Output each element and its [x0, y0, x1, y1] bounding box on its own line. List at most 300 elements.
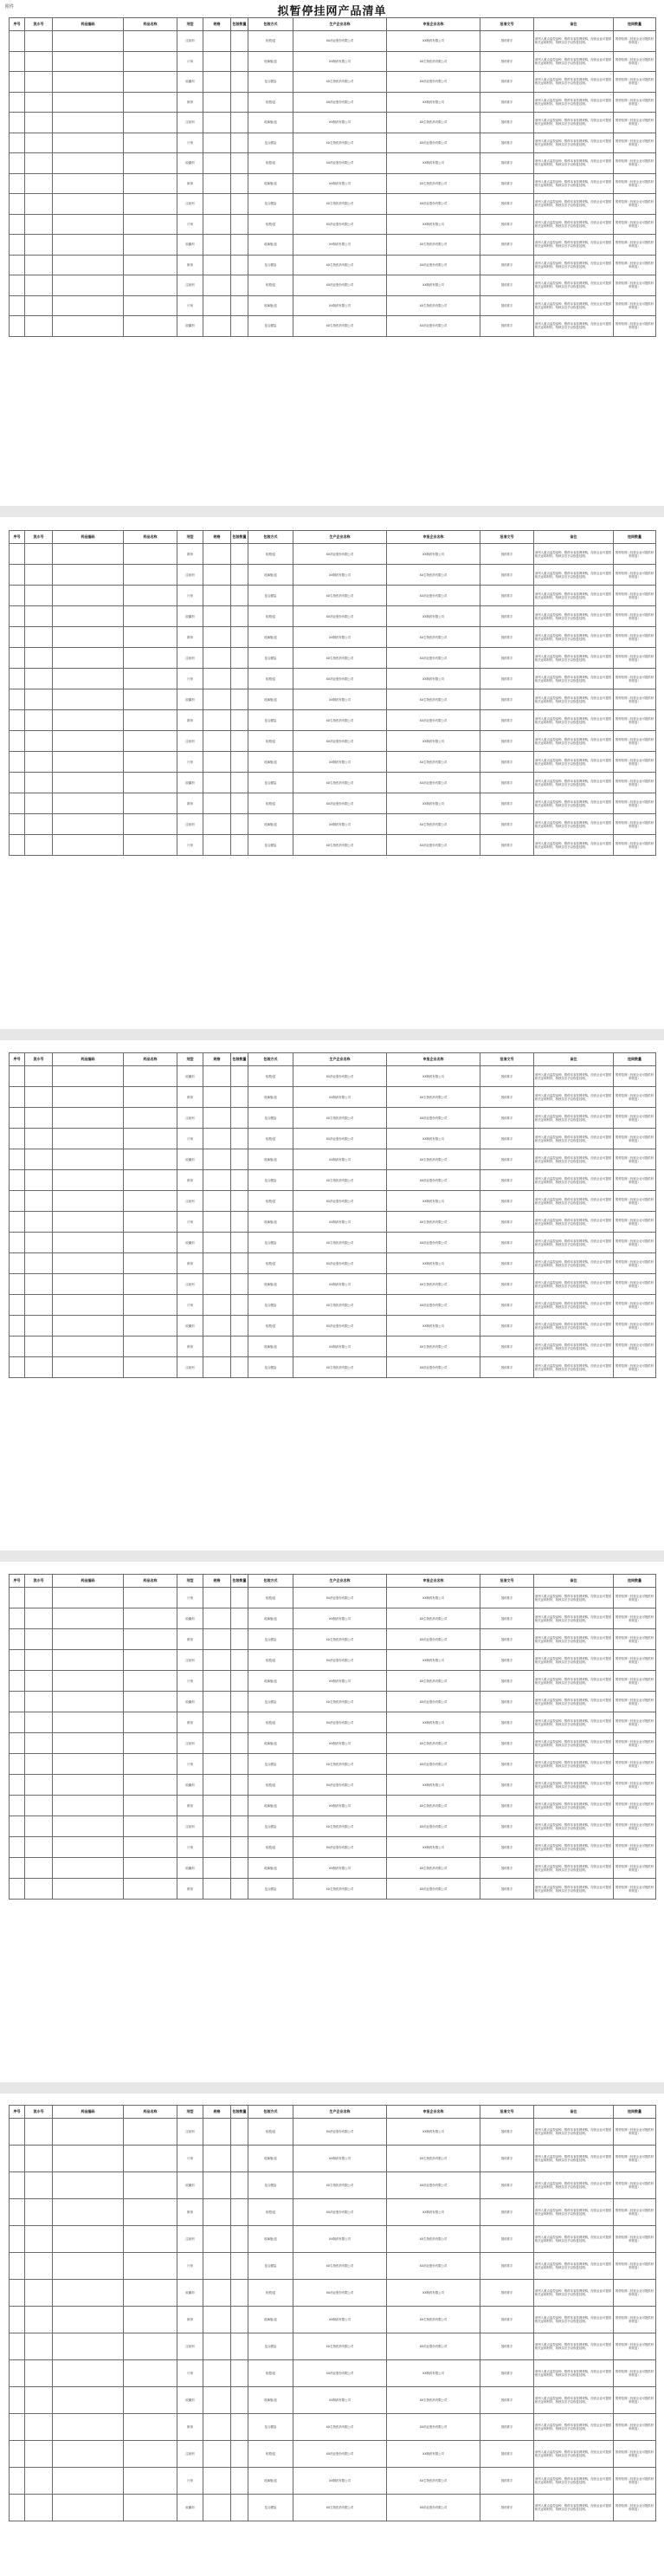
table-cell: 暂停挂网（经营企业可提供材料恢复） [614, 1129, 656, 1149]
table-cell: 国药准字 [480, 627, 534, 648]
table-cell: XX生物医药有限公司 [387, 565, 480, 586]
table-cell: XX药业股份有限公司 [387, 1754, 480, 1775]
table-cell [231, 2146, 248, 2172]
table-cell [10, 1108, 25, 1129]
table-cell [231, 133, 248, 153]
table-cell: 注射剂 [177, 2441, 203, 2468]
table-cell [53, 1316, 124, 1337]
table-cell: 被列入重点监控品种、暂停本省挂网采购，经营企业可提供相关证明材料，待核实后予以恢复挂网。 [534, 1108, 614, 1129]
table-cell: XX制药有限公司 [293, 1337, 387, 1357]
table-cell [231, 173, 248, 194]
table-cell [53, 2307, 124, 2333]
table-cell: 国药准字 [480, 669, 534, 689]
table-cell: 复合膜袋 [248, 2495, 293, 2521]
column-header: 药品名称 [124, 1575, 177, 1588]
table-cell [25, 31, 53, 52]
table-cell: 复合膜袋 [248, 255, 293, 275]
table-cell [124, 627, 177, 648]
table-cell: XX药业股份有限公司 [293, 1837, 387, 1858]
table-cell: XX药业股份有限公司 [293, 31, 387, 52]
column-header: 药品名称 [124, 18, 177, 31]
table-cell: 玻璃瓶/盒 [248, 814, 293, 835]
table-cell [203, 2253, 231, 2280]
table-cell [10, 2468, 25, 2495]
table-row [10, 752, 656, 773]
table-cell: 注射剂 [177, 1733, 203, 1754]
table-cell: 暂停挂网（经营企业可提供材料恢复） [614, 1733, 656, 1754]
table-cell: 被列入重点监控品种、暂停本省挂网采购，经营企业可提供相关证明材料，待核实后予以恢复挂网。 [534, 793, 614, 814]
table-cell [124, 1671, 177, 1692]
column-header: 包装数量 [231, 18, 248, 31]
table-cell: 暂停挂网（经营企业可提供材料恢复） [614, 31, 656, 52]
table-cell [25, 1316, 53, 1337]
table-cell [203, 72, 231, 93]
table-cell [124, 1295, 177, 1316]
table-cell [25, 2199, 53, 2226]
table-cell: 复合膜袋 [248, 1170, 293, 1191]
table-cell: 被列入重点监控品种、暂停本省挂网采购，经营企业可提供相关证明材料，待核实后予以恢复挂网。 [534, 92, 614, 113]
table-cell [231, 606, 248, 627]
table-cell: XX制药有限公司 [387, 669, 480, 689]
column-header: 规格 [203, 1575, 231, 1588]
table-cell [53, 1337, 124, 1357]
table-cell [25, 1692, 53, 1712]
table-row [10, 153, 656, 174]
table-cell: 注射剂 [177, 275, 203, 296]
column-header: 申报企业名称 [387, 531, 480, 544]
table-cell [231, 1149, 248, 1170]
table-cell: XX药业股份有限公司 [293, 731, 387, 752]
table-cell [124, 235, 177, 256]
table-cell: XX制药有限公司 [387, 1712, 480, 1733]
table-cell: 胶囊剂 [177, 606, 203, 627]
table-cell [124, 1357, 177, 1378]
table-cell [10, 1212, 25, 1233]
table-cell: XX药业股份有限公司 [293, 153, 387, 174]
table-cell [231, 1295, 248, 1316]
table-cell: 被列入重点监控品种、暂停本省挂网采购，经营企业可提供相关证明材料，待核实后予以恢复挂网。 [534, 2280, 614, 2307]
table-cell [203, 1274, 231, 1295]
table-cell: XX药业股份有限公司 [293, 1650, 387, 1671]
table-cell [10, 2414, 25, 2441]
table-cell: 被列入重点监控品种、暂停本省挂网采购，经营企业可提供相关证明材料，待核实后予以恢复挂网。 [534, 710, 614, 731]
table-cell: XX药业股份有限公司 [387, 133, 480, 153]
table-cell: XX制药有限公司 [293, 1858, 387, 1879]
table-cell: 国药准字 [480, 2387, 534, 2414]
table-cell [124, 113, 177, 133]
table-cell [25, 1858, 53, 1879]
table-cell [25, 1712, 53, 1733]
table-cell [124, 586, 177, 606]
table-cell [25, 113, 53, 133]
column-header: 药品编码 [53, 531, 124, 544]
column-header: 挂网数量 [614, 531, 656, 544]
header-row [10, 18, 656, 31]
table-cell [53, 2387, 124, 2414]
table-cell: 被列入重点监控品种、暂停本省挂网采购，经营企业可提供相关证明材料，待核实后予以恢复挂网。 [534, 2119, 614, 2146]
table-cell: 暂停挂网（经营企业可提供材料恢复） [614, 793, 656, 814]
table-cell: XX生物医药有限公司 [387, 2226, 480, 2253]
table-cell [25, 1775, 53, 1796]
table-cell [10, 2360, 25, 2387]
table-cell: 被列入重点监控品种、暂停本省挂网采购，经营企业可提供相关证明材料，待核实后予以恢复挂网。 [534, 275, 614, 296]
table-cell: XX生物医药有限公司 [293, 2172, 387, 2199]
table-cell: XX生物医药有限公司 [293, 1629, 387, 1650]
table-cell [10, 2333, 25, 2360]
table-cell: 铝塑/盒 [248, 1588, 293, 1608]
table-cell [203, 544, 231, 565]
table-row [10, 1650, 656, 1671]
table-cell: XX药业股份有限公司 [293, 92, 387, 113]
column-header: 流水号 [25, 1575, 53, 1588]
table-cell: 国药准字 [480, 565, 534, 586]
table-cell: XX制药有限公司 [293, 1149, 387, 1170]
table-cell [53, 1588, 124, 1608]
column-header: 生产企业名称 [293, 18, 387, 31]
table-cell [203, 1191, 231, 1212]
table-cell: XX生物医药有限公司 [293, 194, 387, 215]
table-cell [10, 235, 25, 256]
table-cell: 铝塑/盒 [248, 1837, 293, 1858]
table-cell: XX制药有限公司 [387, 1253, 480, 1274]
table-cell: 国药准字 [480, 731, 534, 752]
table-cell [203, 1295, 231, 1316]
table-cell: 暂停挂网（经营企业可提供材料恢复） [614, 1858, 656, 1879]
table-cell [25, 2280, 53, 2307]
table-cell [124, 606, 177, 627]
column-header: 剂型 [177, 531, 203, 544]
table-row [10, 793, 656, 814]
table-cell [10, 153, 25, 174]
table-cell [124, 2119, 177, 2146]
table-cell [231, 669, 248, 689]
table-cell: 国药准字 [480, 173, 534, 194]
table-cell [25, 627, 53, 648]
table-cell: 散剂 [177, 1712, 203, 1733]
table-cell: XX生物医药有限公司 [293, 1170, 387, 1191]
table-cell [231, 2199, 248, 2226]
column-header: 包装数量 [231, 1053, 248, 1066]
table-cell [53, 1650, 124, 1671]
table-cell [124, 275, 177, 296]
table-cell: 暂停挂网（经营企业可提供材料恢复） [614, 2441, 656, 2468]
table-cell [124, 814, 177, 835]
table-cell: XX生物医药有限公司 [387, 2468, 480, 2495]
table-cell: 暂停挂网（经营企业可提供材料恢复） [614, 2387, 656, 2414]
table-cell: 玻璃瓶/盒 [248, 689, 293, 710]
table-cell [124, 2307, 177, 2333]
table-cell: 暂停挂网（经营企业可提供材料恢复） [614, 113, 656, 133]
table-cell [53, 1629, 124, 1650]
table-cell [53, 1796, 124, 1816]
table-row [10, 2119, 656, 2146]
table-cell: XX生物医药有限公司 [387, 173, 480, 194]
table-cell [25, 2468, 53, 2495]
table-cell: 铝塑/盒 [248, 669, 293, 689]
table-row [10, 710, 656, 731]
table-cell: 被列入重点监控品种、暂停本省挂网采购，经营企业可提供相关证明材料，待核实后予以恢复挂网。 [534, 1274, 614, 1295]
table-cell: 复合膜袋 [248, 773, 293, 793]
table-cell [10, 2226, 25, 2253]
table-cell: XX药业股份有限公司 [293, 2360, 387, 2387]
table-cell: 玻璃瓶/盒 [248, 1212, 293, 1233]
table-cell [10, 316, 25, 337]
table-cell: 胶囊剂 [177, 1775, 203, 1796]
table-cell: 片剂 [177, 1212, 203, 1233]
table-cell: XX药业股份有限公司 [387, 72, 480, 93]
table-cell: 铝塑/盒 [248, 2280, 293, 2307]
table-cell [25, 173, 53, 194]
table-row [10, 133, 656, 153]
table-cell [124, 1233, 177, 1253]
table-cell [25, 689, 53, 710]
table-cell: XX制药有限公司 [293, 295, 387, 316]
table-cell [10, 51, 25, 72]
table-cell: XX制药有限公司 [387, 2280, 480, 2307]
table-cell: 国药准字 [480, 214, 534, 235]
table-cell: XX生物医药有限公司 [387, 1212, 480, 1233]
table-cell: 玻璃瓶/盒 [248, 2387, 293, 2414]
table-cell [231, 1754, 248, 1775]
table-cell [25, 2226, 53, 2253]
table-cell: XX生物医药有限公司 [293, 648, 387, 669]
table-cell [124, 2387, 177, 2414]
table-cell: 被列入重点监控品种、暂停本省挂网采购，经营企业可提供相关证明材料，待核实后予以恢复挂网。 [534, 1588, 614, 1608]
table-cell: 被列入重点监控品种、暂停本省挂网采购，经营企业可提供相关证明材料，待核实后予以恢复挂网。 [534, 689, 614, 710]
table-cell: XX药业股份有限公司 [387, 255, 480, 275]
table-cell: 被列入重点监控品种、暂停本省挂网采购，经营企业可提供相关证明材料，待核实后予以恢复挂网。 [534, 1692, 614, 1712]
table-cell: 被列入重点监控品种、暂停本省挂网采购，经营企业可提供相关证明材料，待核实后予以恢复挂网。 [534, 1775, 614, 1796]
table-cell: 被列入重点监控品种、暂停本省挂网采购，经营企业可提供相关证明材料，待核实后予以恢复挂网。 [534, 586, 614, 606]
table-cell [203, 731, 231, 752]
table-cell: 复合膜袋 [248, 586, 293, 606]
table-cell [203, 1816, 231, 1837]
table-cell [53, 1879, 124, 1900]
table-cell [203, 1337, 231, 1357]
table-row [10, 1588, 656, 1608]
table-cell: 国药准字 [480, 1754, 534, 1775]
table-cell [25, 565, 53, 586]
table-cell [203, 648, 231, 669]
table-cell [231, 1170, 248, 1191]
table-cell: 复合膜袋 [248, 2253, 293, 2280]
table-row [10, 1608, 656, 1629]
table-cell [53, 1212, 124, 1233]
table-cell: 暂停挂网（经营企业可提供材料恢复） [614, 1087, 656, 1108]
product-table [9, 17, 656, 337]
table-cell [10, 113, 25, 133]
table-cell [25, 1608, 53, 1629]
table-cell [231, 2119, 248, 2146]
table-cell: 被列入重点监控品种、暂停本省挂网采购，经营企业可提供相关证明材料，待核实后予以恢复挂网。 [534, 2360, 614, 2387]
table-cell [10, 2119, 25, 2146]
header-row [10, 1575, 656, 1588]
table-cell: 复合膜袋 [248, 835, 293, 856]
table-cell: XX制药有限公司 [293, 1087, 387, 1108]
table-row [10, 214, 656, 235]
table-cell [10, 2253, 25, 2280]
table-cell: 片剂 [177, 2253, 203, 2280]
table-cell [10, 1295, 25, 1316]
table-cell: 被列入重点监控品种、暂停本省挂网采购，经营企业可提供相关证明材料，待核实后予以恢复挂网。 [534, 214, 614, 235]
table-cell: 复合膜袋 [248, 2172, 293, 2199]
table-cell: 片剂 [177, 752, 203, 773]
column-header: 备注 [534, 1053, 614, 1066]
table-cell [10, 814, 25, 835]
table-cell: 注射剂 [177, 1650, 203, 1671]
table-cell: 暂停挂网（经营企业可提供材料恢复） [614, 1608, 656, 1629]
table-cell: 被列入重点监控品种、暂停本省挂网采购，经营企业可提供相关证明材料，待核实后予以恢复挂网。 [534, 606, 614, 627]
table-cell: 国药准字 [480, 1816, 534, 1837]
table-cell [25, 2253, 53, 2280]
table-cell [10, 1608, 25, 1629]
table-cell [25, 669, 53, 689]
table-cell: 铝塑/盒 [248, 1316, 293, 1337]
table-cell: XX药业股份有限公司 [387, 2172, 480, 2199]
table-cell: 铝塑/盒 [248, 2119, 293, 2146]
table-cell: XX制药有限公司 [293, 1212, 387, 1233]
table-cell [10, 275, 25, 296]
table-cell [124, 710, 177, 731]
table-cell: 铝塑/盒 [248, 2199, 293, 2226]
table-cell: XX药业股份有限公司 [293, 2119, 387, 2146]
column-header: 挂网数量 [614, 1053, 656, 1066]
table-cell [124, 92, 177, 113]
column-header: 生产企业名称 [293, 1575, 387, 1588]
table-cell: 被列入重点监控品种、暂停本省挂网采购，经营企业可提供相关证明材料，待核实后予以恢复挂网。 [534, 544, 614, 565]
table-cell [231, 2387, 248, 2414]
table-cell [124, 214, 177, 235]
table-cell [53, 710, 124, 731]
table-cell: 国药准字 [480, 2468, 534, 2495]
table-cell [203, 2172, 231, 2199]
table-cell [231, 235, 248, 256]
table-cell [203, 214, 231, 235]
table-cell [53, 773, 124, 793]
table-cell: XX生物医药有限公司 [293, 1295, 387, 1316]
table-cell: 暂停挂网（经营企业可提供材料恢复） [614, 814, 656, 835]
table-cell: 复合膜袋 [248, 1879, 293, 1900]
table-cell [203, 2414, 231, 2441]
table-cell [231, 1671, 248, 1692]
table-cell: 复合膜袋 [248, 316, 293, 337]
table-cell [231, 1712, 248, 1733]
table-row [10, 1837, 656, 1858]
table-cell [25, 255, 53, 275]
table-cell: 暂停挂网（经营企业可提供材料恢复） [614, 2307, 656, 2333]
table-cell: 注射剂 [177, 113, 203, 133]
table-cell [203, 2119, 231, 2146]
table-cell: 国药准字 [480, 648, 534, 669]
column-header: 备注 [534, 18, 614, 31]
table-cell: XX药业股份有限公司 [387, 1692, 480, 1712]
table-cell: 暂停挂网（经营企业可提供材料恢复） [614, 1357, 656, 1378]
table-cell: 被列入重点监控品种、暂停本省挂网采购，经营企业可提供相关证明材料，待核实后予以恢复挂网。 [534, 1629, 614, 1650]
column-header: 备注 [534, 1575, 614, 1588]
table-cell: 被列入重点监控品种、暂停本省挂网采购，经营企业可提供相关证明材料，待核实后予以恢复挂网。 [534, 835, 614, 856]
table-cell [124, 2333, 177, 2360]
table-cell [124, 1129, 177, 1149]
table-cell: XX药业股份有限公司 [387, 2253, 480, 2280]
table-cell: 暂停挂网（经营企业可提供材料恢复） [614, 1650, 656, 1671]
column-header: 药品编码 [53, 2106, 124, 2119]
table-cell: XX药业股份有限公司 [387, 1233, 480, 1253]
table-row [10, 194, 656, 215]
table-cell: 玻璃瓶/盒 [248, 752, 293, 773]
table-cell [203, 1692, 231, 1712]
table-cell: 暂停挂网（经营企业可提供材料恢复） [614, 1253, 656, 1274]
table-cell: 被列入重点监控品种、暂停本省挂网采购，经营企业可提供相关证明材料，待核实后予以恢复挂网。 [534, 2414, 614, 2441]
table-cell: XX制药有限公司 [387, 1129, 480, 1149]
table-cell [231, 295, 248, 316]
table-row [10, 2414, 656, 2441]
table-cell: 国药准字 [480, 1233, 534, 1253]
table-row [10, 1129, 656, 1149]
table-cell [53, 2280, 124, 2307]
table-cell: XX制药有限公司 [293, 752, 387, 773]
table-cell: 国药准字 [480, 2119, 534, 2146]
table-cell [25, 2333, 53, 2360]
table-cell [203, 669, 231, 689]
table-cell [124, 1650, 177, 1671]
table-cell [53, 1087, 124, 1108]
table-cell: 国药准字 [480, 194, 534, 215]
table-cell [231, 1316, 248, 1337]
table-cell [203, 1108, 231, 1129]
table-cell: 注射剂 [177, 2226, 203, 2253]
column-header: 生产企业名称 [293, 531, 387, 544]
table-cell: XX制药有限公司 [387, 1650, 480, 1671]
table-cell [124, 2199, 177, 2226]
table-cell: XX生物医药有限公司 [387, 1337, 480, 1357]
table-cell [25, 1295, 53, 1316]
table-cell: 国药准字 [480, 2146, 534, 2172]
table-cell [53, 1775, 124, 1796]
table-cell: 散剂 [177, 92, 203, 113]
table-cell: 铝塑/盒 [248, 31, 293, 52]
table-cell [203, 2280, 231, 2307]
table-cell [231, 1191, 248, 1212]
column-header: 批准文号 [480, 1053, 534, 1066]
table-row [10, 113, 656, 133]
table-cell: 暂停挂网（经营企业可提供材料恢复） [614, 2253, 656, 2280]
table-cell: XX生物医药有限公司 [387, 51, 480, 72]
table-cell [25, 773, 53, 793]
column-header: 流水号 [25, 18, 53, 31]
table-cell [124, 1066, 177, 1087]
table-cell: XX药业股份有限公司 [293, 544, 387, 565]
table-cell: 国药准字 [480, 72, 534, 93]
table-cell [25, 1733, 53, 1754]
table-cell [203, 1212, 231, 1233]
table-cell: 玻璃瓶/盒 [248, 2146, 293, 2172]
table-cell: XX生物医药有限公司 [387, 1149, 480, 1170]
table-cell: 暂停挂网（经营企业可提供材料恢复） [614, 72, 656, 93]
table-cell: 玻璃瓶/盒 [248, 1733, 293, 1754]
table-cell: 铝塑/盒 [248, 153, 293, 174]
table-cell [231, 1608, 248, 1629]
table-cell [53, 31, 124, 52]
table-row [10, 1796, 656, 1816]
table-cell: 国药准字 [480, 1650, 534, 1671]
table-cell [25, 2387, 53, 2414]
table-cell: 暂停挂网（经营企业可提供材料恢复） [614, 133, 656, 153]
table-cell: 国药准字 [480, 1066, 534, 1087]
table-cell [10, 1129, 25, 1149]
table-cell: 被列入重点监控品种、暂停本省挂网采购，经营企业可提供相关证明材料，待核实后予以恢复挂网。 [534, 153, 614, 174]
table-cell [53, 1233, 124, 1253]
table-cell [25, 814, 53, 835]
